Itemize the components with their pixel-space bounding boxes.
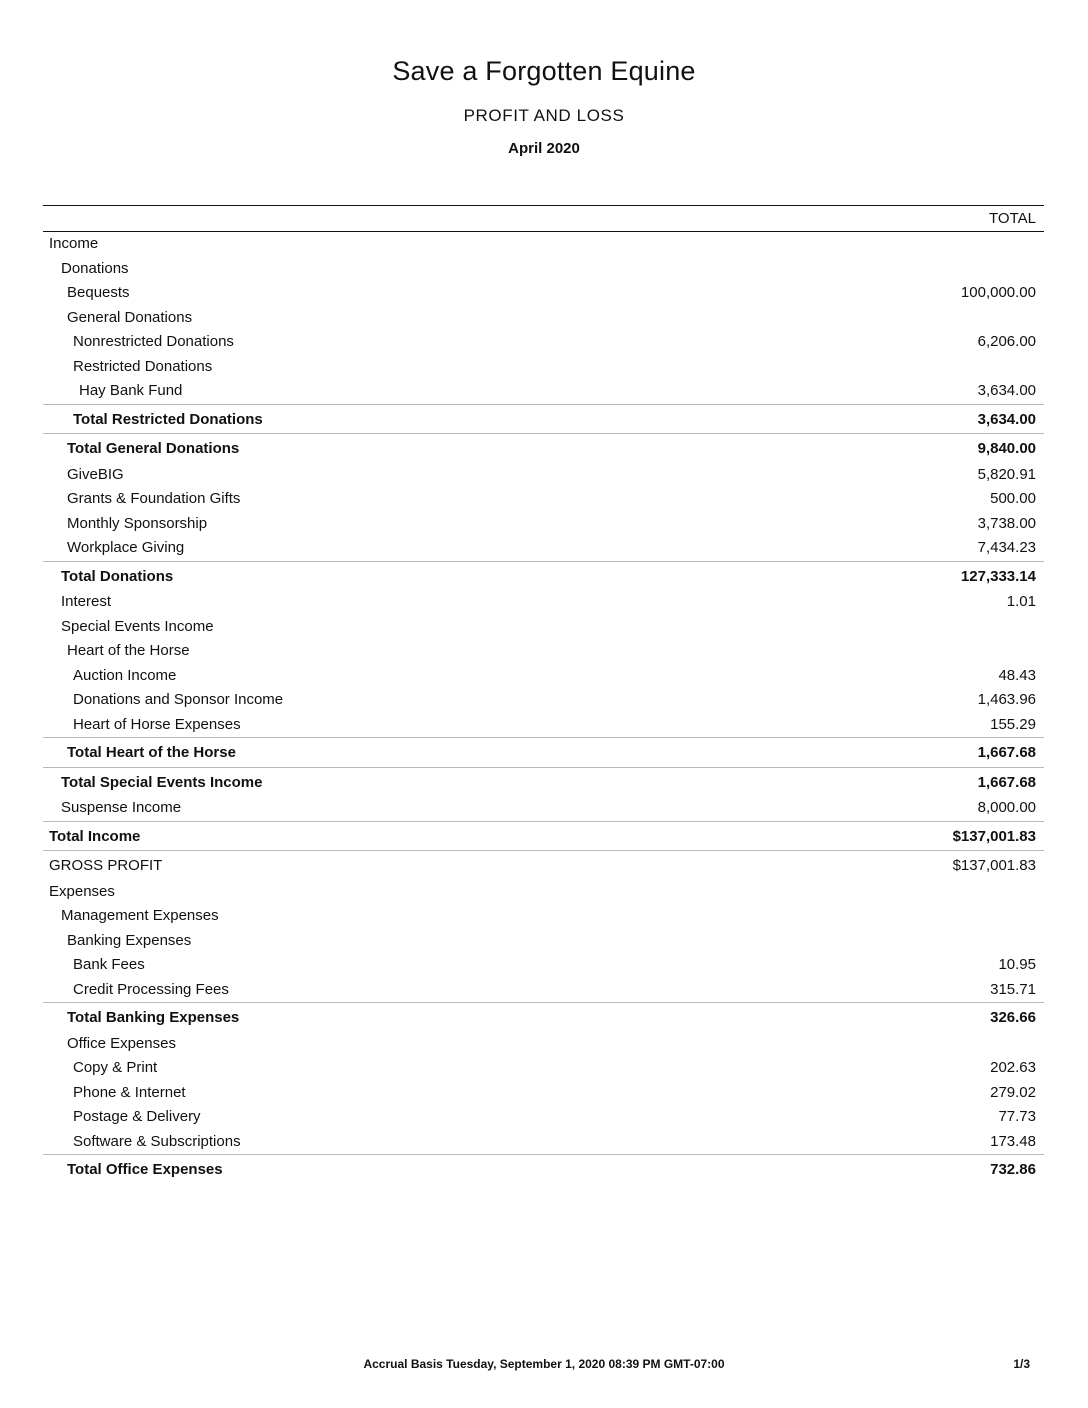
table-row [43, 880, 1044, 905]
table-row [43, 688, 1044, 713]
row-label: Nonrestricted Donations [73, 333, 234, 350]
row-label: Total General Donations [67, 440, 240, 457]
row-label: Office Expenses [67, 1034, 176, 1052]
row-amount: 500.00 [990, 490, 1036, 507]
row-label: Copy & Print [73, 1059, 158, 1076]
row-amount: $137,001.83 [952, 857, 1036, 874]
row-amount: 7,434.23 [977, 539, 1036, 556]
row-amount: 9,840.00 [977, 440, 1036, 457]
table-row [43, 590, 1044, 615]
row-label: Banking Expenses [67, 931, 192, 949]
table-row [43, 1032, 1044, 1057]
row-label: Workplace Giving [67, 539, 185, 556]
row-amount: 5,820.91 [977, 465, 1036, 483]
table-row [43, 306, 1044, 331]
table-total-row [43, 767, 1044, 797]
row-label: Donations and Sponsor Income [73, 691, 284, 708]
row-label: Total Banking Expenses [67, 1009, 240, 1026]
row-label: GROSS PROFIT [49, 857, 163, 874]
row-amount: 279.02 [990, 1083, 1036, 1101]
table-row [43, 850, 1044, 880]
row-label: Total Special Events Income [61, 773, 263, 791]
row-amount: 732.86 [990, 1161, 1036, 1178]
row-label: Hay Bank Fund [79, 382, 183, 399]
row-label: Credit Processing Fees [73, 980, 229, 998]
row-amount: 127,333.14 [960, 567, 1036, 585]
row-amount: 3,634.00 [977, 382, 1036, 399]
table-row [43, 257, 1044, 282]
row-amount: 10.95 [998, 956, 1036, 973]
row-label: General Donations [67, 308, 193, 326]
table-row [43, 1056, 1044, 1081]
table-row [43, 463, 1044, 488]
row-label: Grants & Foundation Gifts [67, 490, 241, 507]
row-label: Management Expenses [61, 907, 219, 924]
table-total-row [43, 737, 1044, 767]
report-period: April 2020 [508, 140, 580, 157]
table-total-row [43, 561, 1044, 591]
table-row [43, 978, 1044, 1003]
table-total-row [43, 1154, 1044, 1184]
row-label: Heart of the Horse [67, 642, 190, 659]
row-label: Auction Income [73, 666, 177, 684]
row-amount: 1,463.96 [977, 691, 1036, 708]
row-amount: 3,634.00 [977, 410, 1036, 428]
column-header-total: TOTAL [43, 206, 1044, 232]
row-amount: 1,667.68 [977, 773, 1036, 791]
row-amount: 1.01 [1006, 593, 1036, 610]
company-name: Save a Forgotten Equine [392, 56, 696, 86]
row-label: Donations [61, 259, 129, 277]
row-amount: 315.71 [990, 980, 1036, 998]
table-row [43, 615, 1044, 640]
report-table [43, 205, 1044, 1184]
row-label: Total Heart of the Horse [67, 744, 236, 761]
row-amount: 100,000.00 [960, 284, 1036, 301]
table-row [43, 330, 1044, 355]
row-amount: 8,000.00 [977, 799, 1036, 816]
report-rows [43, 232, 1044, 1184]
row-label: GiveBIG [67, 465, 124, 483]
row-amount: 1,667.68 [977, 744, 1036, 761]
table-row [43, 713, 1044, 738]
table-row [43, 929, 1044, 954]
row-label: Total Donations [61, 567, 174, 585]
row-label: Heart of Horse Expenses [73, 715, 241, 733]
table-row [43, 281, 1044, 306]
table-row [43, 1130, 1044, 1155]
row-label: Bank Fees [73, 956, 145, 973]
row-amount: $137,001.83 [952, 827, 1036, 845]
row-amount: 202.63 [990, 1059, 1036, 1076]
row-label: Phone & Internet [73, 1083, 186, 1101]
row-label: Interest [61, 593, 112, 610]
row-label: Postage & Delivery [73, 1108, 201, 1125]
row-amount: 77.73 [998, 1108, 1036, 1125]
table-row [43, 355, 1044, 380]
table-total-row [43, 433, 1044, 463]
row-label: Software & Subscriptions [73, 1132, 241, 1150]
row-label: Expenses [49, 882, 115, 900]
row-amount: 48.43 [998, 666, 1036, 684]
footer-basis-timestamp: Accrual Basis Tuesday, September 1, 2020 08:39 PM GMT-07:00 [363, 1357, 725, 1371]
table-row [43, 487, 1044, 512]
row-label: Restricted Donations [73, 357, 213, 375]
row-amount: 326.66 [990, 1009, 1036, 1026]
table-total-row [43, 404, 1044, 434]
row-label: Total Income [49, 827, 141, 845]
table-row [43, 664, 1044, 689]
table-row [43, 232, 1044, 257]
table-row [43, 512, 1044, 537]
row-label: Suspense Income [61, 799, 182, 816]
table-row [43, 1081, 1044, 1106]
table-row [43, 796, 1044, 821]
row-amount: 6,206.00 [977, 333, 1036, 350]
table-row [43, 639, 1044, 664]
row-label: Total Office Expenses [67, 1161, 223, 1178]
report-title: PROFIT AND LOSS [463, 106, 625, 125]
table-total-row [43, 821, 1044, 851]
row-amount: 3,738.00 [977, 514, 1036, 532]
row-amount: 173.48 [990, 1132, 1036, 1150]
row-label: Bequests [67, 284, 130, 301]
row-label: Total Restricted Donations [73, 410, 263, 428]
row-amount: 155.29 [990, 715, 1036, 733]
row-label: Special Events Income [61, 617, 214, 635]
table-row [43, 379, 1044, 404]
table-row [43, 536, 1044, 561]
row-label: Monthly Sponsorship [67, 514, 208, 532]
row-label: Income [49, 235, 99, 252]
table-total-row [43, 1002, 1044, 1032]
table-row [43, 904, 1044, 929]
table-row [43, 953, 1044, 978]
table-row [43, 1105, 1044, 1130]
page-number: 1/3 [1013, 1357, 1030, 1371]
